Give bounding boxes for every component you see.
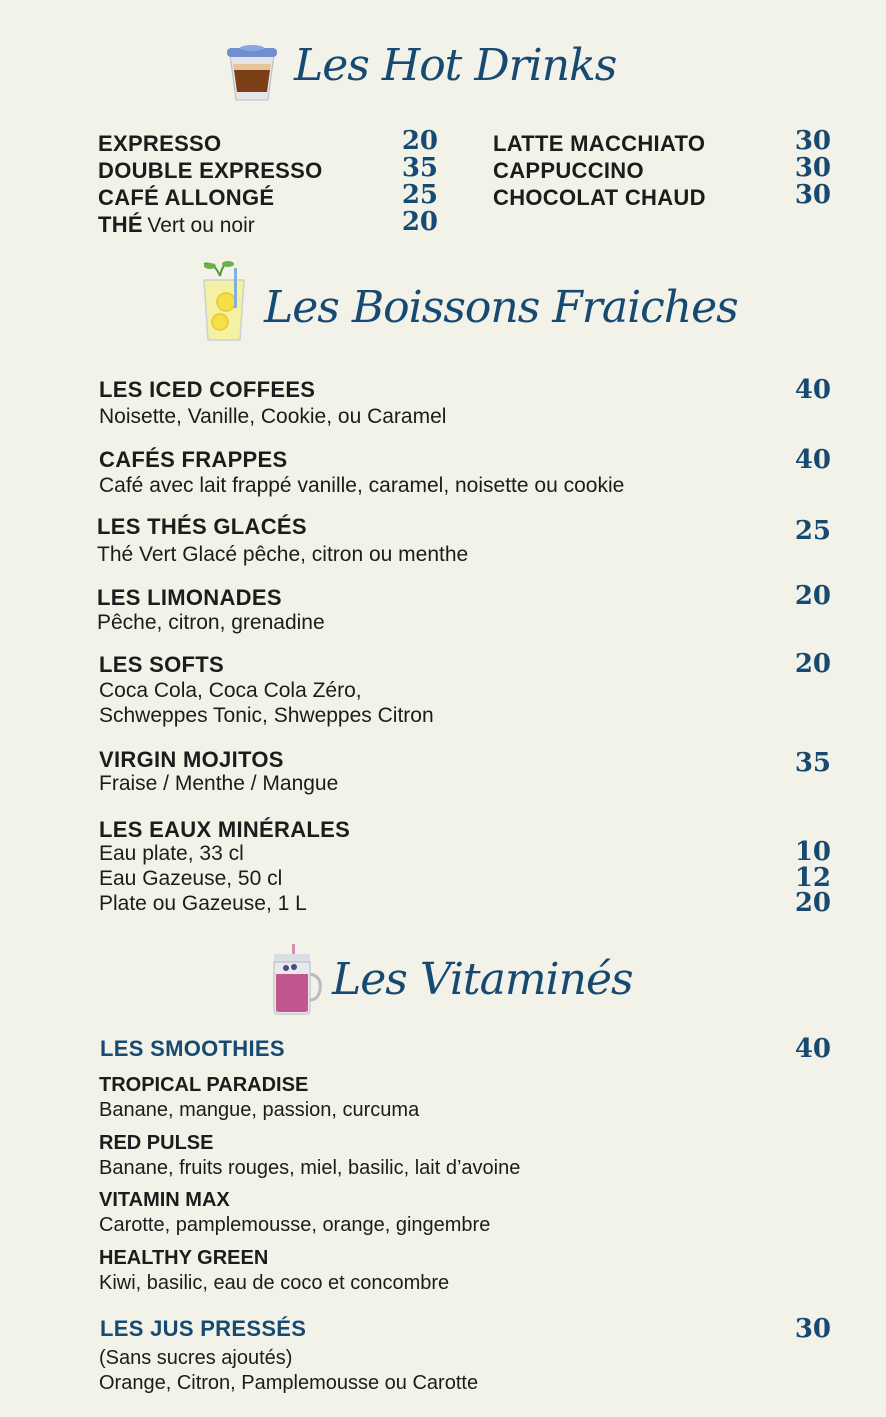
menu-item-name: DOUBLE EXPRESSO bbox=[98, 158, 323, 183]
smoothie-desc: Carotte, pamplemousse, orange, gingembre bbox=[99, 1214, 491, 1236]
menu-item-name: LES LIMONADES bbox=[97, 585, 282, 610]
menu-item-name: EXPRESSO bbox=[98, 131, 222, 156]
menu-item-price: 20 bbox=[401, 126, 438, 156]
menu-item-name: CHOCOLAT CHAUD bbox=[493, 185, 706, 210]
menu-item-desc: Eau Gazeuse, 50 cl bbox=[99, 867, 283, 890]
smoothie-name: RED PULSE bbox=[99, 1132, 214, 1154]
menu-item-price: 25 bbox=[401, 180, 438, 210]
menu-item-price: 20 bbox=[794, 888, 831, 918]
menu-item-name: CAFÉS FRAPPES bbox=[99, 447, 288, 472]
menu-item-desc: Pêche, citron, grenadine bbox=[97, 611, 325, 634]
menu-item-desc: Coca Cola, Coca Cola Zéro, bbox=[99, 679, 362, 702]
menu-item-desc: Thé Vert Glacé pêche, citron ou menthe bbox=[97, 543, 469, 566]
menu-item-price: 35 bbox=[794, 748, 831, 778]
menu-item-desc: Eau plate, 33 cl bbox=[99, 842, 244, 865]
menu-item-name: LES EAUX MINÉRALES bbox=[99, 817, 351, 842]
lemonade-glass-icon bbox=[196, 258, 252, 344]
juice-note: (Sans sucres ajoutés) bbox=[99, 1347, 293, 1369]
menu-item-price: 20 bbox=[401, 207, 438, 237]
menu-item-price: 20 bbox=[794, 649, 831, 679]
smoothie-name: HEALTHY GREEN bbox=[99, 1247, 269, 1269]
menu-item-price: 30 bbox=[794, 180, 831, 210]
menu-item-price: 30 bbox=[794, 153, 831, 183]
menu-item-name: THÉ bbox=[98, 212, 143, 237]
cold-drinks-title: Les Boissons Fraiches bbox=[264, 282, 738, 333]
menu-item-name: LES ICED COFFEES bbox=[99, 377, 316, 402]
smoothie-name: TROPICAL PARADISE bbox=[99, 1074, 309, 1096]
smoothie-desc: Banane, mangue, passion, curcuma bbox=[99, 1099, 420, 1121]
coffee-cup-icon bbox=[224, 44, 280, 104]
menu-item-price: 12 bbox=[794, 863, 831, 893]
menu-category-name: LES JUS PRESSÉS bbox=[100, 1316, 307, 1341]
menu-item-price: 40 bbox=[794, 1034, 831, 1064]
vitamines-title: Les Vitaminés bbox=[332, 954, 633, 1005]
hot-drinks-title: Les Hot Drinks bbox=[294, 40, 617, 91]
menu-item-desc: Schweppes Tonic, Shweppes Citron bbox=[99, 704, 434, 727]
menu-item-desc: Café avec lait frappé vanille, caramel, noisette ou cookie bbox=[99, 474, 625, 497]
menu-item-price: 30 bbox=[794, 126, 831, 156]
menu-item-extra: Vert ou noir bbox=[147, 214, 255, 237]
menu-item-name: CAPPUCCINO bbox=[493, 158, 644, 183]
menu-item-the bbox=[98, 212, 255, 238]
smoothie-desc: Banane, fruits rouges, miel, basilic, lait d’avoine bbox=[99, 1157, 521, 1179]
juice-desc: Orange, Citron, Pamplemousse ou Carotte bbox=[99, 1372, 479, 1394]
menu-item-name: LES THÉS GLACÉS bbox=[97, 514, 307, 539]
menu-item-name: VIRGIN MOJITOS bbox=[99, 747, 284, 772]
smoothie-name: VITAMIN MAX bbox=[99, 1189, 230, 1211]
menu-item-name: LES SOFTS bbox=[99, 652, 224, 677]
smoothie-jar-icon bbox=[268, 944, 324, 1016]
menu-item-name: LATTE MACCHIATO bbox=[493, 131, 706, 156]
menu-item-price: 30 bbox=[794, 1314, 831, 1344]
smoothie-desc: Kiwi, basilic, eau de coco et concombre bbox=[99, 1272, 450, 1294]
menu-item-price: 35 bbox=[401, 153, 438, 183]
menu-item-name: CAFÉ ALLONGÉ bbox=[98, 185, 275, 210]
menu-item-desc: Noisette, Vanille, Cookie, ou Caramel bbox=[99, 405, 447, 428]
menu-item-price: 20 bbox=[794, 581, 831, 611]
menu-item-price: 40 bbox=[794, 445, 831, 475]
menu-item-desc: Fraise / Menthe / Mangue bbox=[99, 772, 339, 795]
menu-category-name: LES SMOOTHIES bbox=[100, 1036, 285, 1061]
menu-item-price: 40 bbox=[794, 375, 831, 405]
menu-item-price: 25 bbox=[794, 516, 831, 546]
menu-item-price: 10 bbox=[794, 837, 831, 867]
menu-item-desc: Plate ou Gazeuse, 1 L bbox=[99, 892, 307, 915]
